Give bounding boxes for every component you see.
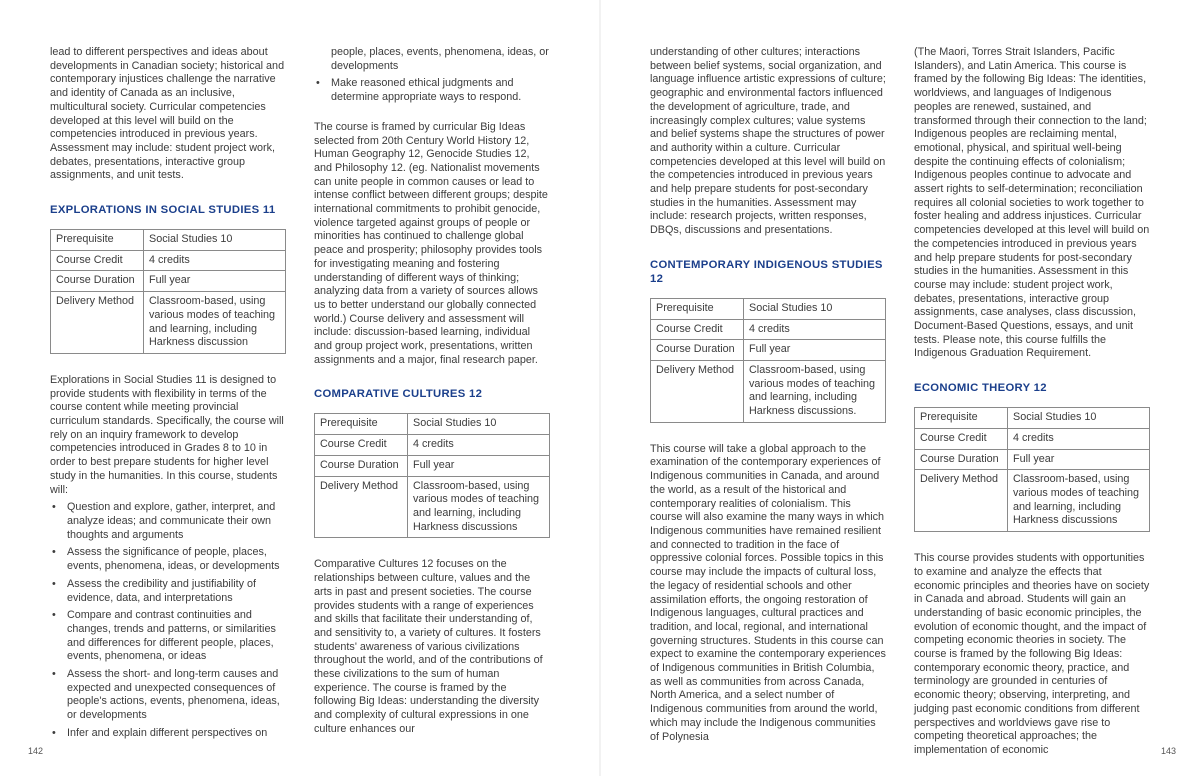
- course-heading-economic-theory: ECONOMIC THEORY 12: [914, 382, 1047, 395]
- row-key: Course Duration: [651, 340, 744, 361]
- table-row: [51, 250, 286, 271]
- row-value: Full year: [408, 455, 550, 476]
- column-3: [650, 46, 886, 744]
- row-value: Classroom-based, using various modes of teaching and learning, including Harkness discussions.: [744, 360, 886, 422]
- course-description: This course provides students with opportunities to examine and analyze the effects that economic principles and theories have on society in Canada and abroad. Students will gain an understanding of basic economic principles, the evolution of economic thought, and the impact of competing economic theories in society. The course is framed by the following Big Ideas: contemporary economic theory, practice, and terminology are grounded in centuries of economic theory; observing, interpreting, and judging past economic conditions from different perspectives and worldviews gave rise to competing theoretical approaches; the implementation of economic: [914, 552, 1150, 756]
- table-row: [51, 230, 286, 251]
- table-row: [315, 476, 550, 538]
- table-row: [651, 360, 886, 422]
- course-heading-indigenous-studies: CONTEMPORARY INDIGENOUS STUDIES 12: [650, 258, 883, 285]
- page-number-left: 142: [28, 746, 44, 756]
- table-row: [51, 292, 286, 354]
- row-value: Social Studies 10: [408, 414, 550, 435]
- row-key: Course Credit: [651, 319, 744, 340]
- row-key: Prerequisite: [651, 298, 744, 319]
- row-value: 4 credits: [1008, 428, 1150, 449]
- table-row: [315, 455, 550, 476]
- table-row: [51, 271, 286, 292]
- column-2: [314, 46, 550, 737]
- list-item: • Assess the short- and long-term causes and expected and unexpected consequences of people's actions, events, phenomena, ideas, or developments: [50, 668, 286, 723]
- bullet-list: [314, 77, 550, 104]
- course-description: Explorations in Social Studies 11 is designed to provide students with flexibility in terms of the course content while meeting provincial curriculum standards. Specifically, the course will rely on an inquiry framework to develop competencies introduced in Grades 8 to 10 in order to best prepare students for higher level study in the humanities. In this course, students will:: [50, 373, 284, 496]
- row-key: Course Duration: [915, 449, 1008, 470]
- column-1: [50, 46, 286, 745]
- table-row: [651, 319, 886, 340]
- page-number-right: 143: [1161, 746, 1177, 756]
- table-row: [915, 470, 1150, 532]
- col1-intro: lead to different perspectives and ideas about developments in Canadian society; historical and contemporary injustices challenge the narrative and identity of Canada as an inclusive, multicultural society. Curricular competencies developed at this level will build on the competencies introduced in previous years. Assessment may include: student project work, debates, presentations, interactive group assignments, and unit tests.: [50, 46, 285, 182]
- row-key: Course Credit: [315, 435, 408, 456]
- row-value: Social Studies 10: [144, 230, 286, 251]
- table-row: [651, 298, 886, 319]
- row-value: Classroom-based, using various modes of teaching and learning, including Harkness discussion: [144, 292, 286, 354]
- row-value: Full year: [744, 340, 886, 361]
- table-row: [915, 428, 1150, 449]
- row-key: Course Credit: [915, 428, 1008, 449]
- course-heading-comparative-cultures: COMPARATIVE CULTURES 12: [314, 388, 483, 401]
- table-row: [915, 449, 1150, 470]
- course-description: Comparative Cultures 12 focuses on the relationships between culture, values and the arts in past and present societies. The course provides students with a range of experiences and skills that facilitate their understanding of, and sensitivity to, a variety of cultures. It fosters students' awareness of various civilizations throughout the world, and of the contributions of these civilizations to the sum of human experience. The course is framed by the following Big Ideas: understanding the diversity and complexity of cultural expressions in one culture enhances our: [314, 558, 543, 735]
- row-key: Delivery Method: [315, 476, 408, 538]
- row-key: Prerequisite: [51, 230, 144, 251]
- list-item: • Assess the credibility and justifiability of evidence, data, and interpretations: [50, 578, 286, 605]
- table-row: [315, 414, 550, 435]
- col3-intro: understanding of other cultures; interactions between belief systems, social organization, and language influence artistic expressions of culture; geographic and environmental factors influenced the development of agriculture, trade, and increasingly complex cultures; value systems and belief systems shape the structures of power and authority within a culture. Curricular competencies developed at this level will build on the competencies introduced in previous years and help prepare students for post-secondary studies in the humanities. Assessment may include: research projects, written responses, DBQs, discussions and presentations.: [650, 46, 886, 237]
- table-row: [315, 435, 550, 456]
- page-gutter: [599, 0, 601, 776]
- bullet-list: [50, 501, 286, 740]
- course-info-table: [314, 413, 550, 538]
- row-value: Classroom-based, using various modes of teaching and learning, including Harkness discussions: [408, 476, 550, 538]
- row-key: Delivery Method: [651, 360, 744, 422]
- row-key: Delivery Method: [915, 470, 1008, 532]
- course-heading-explorations: EXPLORATIONS IN SOCIAL STUDIES 11: [50, 204, 276, 217]
- list-item: • Compare and contrast continuities and changes, trends and patterns, or similarities and differences for different people, places, events, phenomena, or ideas: [50, 609, 286, 664]
- row-key: Prerequisite: [315, 414, 408, 435]
- row-value: 4 credits: [144, 250, 286, 271]
- list-item: • Question and explore, gather, interpret, and analyze ideas; and communicate their own thoughts and arguments: [50, 501, 286, 542]
- row-value: Classroom-based, using various modes of teaching and learning, including Harkness discussions: [1008, 470, 1150, 532]
- row-value: Social Studies 10: [1008, 408, 1150, 429]
- course-info-table: [50, 229, 286, 354]
- row-key: Course Credit: [51, 250, 144, 271]
- list-item: • Assess the significance of people, places, events, phenomena, ideas, or developments: [50, 546, 286, 573]
- col4-intro: (The Maori, Torres Strait Islanders, Pacific Islanders), and Latin America. This course is framed by the following Big Ideas: The identities, worldviews, and languages of Indigenous peoples are renewed, sustained, and transformed through their connection to the land; Indigenous peoples are reclaiming mental, emotional, physical, and spiritual well-being despite the continuing effects of colonialism; Indigenous peoples continue to advocate and assert rights to self-determination; reconciliation requires all colonial societies to work together to foster healing and address injustices. Curricular competencies developed at this level will build on the competencies introduced in previous years and help prepare students for post-secondary studies in the humanities. Assessment in this course may include: student project work, debates, presentations, interactive group assignments, case analyses, class discussion, Document-Based Questions, essays, and unit tests. Please note, this course fulfills the Indigenous Graduation Requirement.: [914, 46, 1150, 360]
- row-key: Prerequisite: [915, 408, 1008, 429]
- list-item: • Infer and explain different perspectives on: [50, 727, 286, 741]
- row-value: 4 credits: [744, 319, 886, 340]
- row-key: Delivery Method: [51, 292, 144, 354]
- course-description: This course will take a global approach to the examination of the contemporary experiences of Indigenous communities in Canada, and around the world, as a result of the historical and contemporary realities of colonialism. This course will also examine the many ways in which Indigenous communities have remained resilient and connected to tradition in the face of oppressive colonial forces. Possible topics in this course may include the impacts of cultural loss, the legacy of residential schools and other assimilation efforts, the ongoing restoration of Indigenous languages, cultural practices and tradition, and local, regional, and international governing structures. Students in this course can expect to examine the contemporary experiences of Indigenous communities in British Columbia, as well as communities from across Canada, North America, and a select number of Indigenous communities from around the world, which may include the Indigenous communities of Polynesia: [650, 442, 886, 743]
- table-row: [915, 408, 1150, 429]
- row-value: Full year: [1008, 449, 1150, 470]
- list-item: • Make reasoned ethical judgments and determine appropriate ways to respond.: [314, 77, 550, 104]
- row-key: Course Duration: [315, 455, 408, 476]
- table-row: [651, 340, 886, 361]
- row-key: Course Duration: [51, 271, 144, 292]
- row-value: Social Studies 10: [744, 298, 886, 319]
- course-info-table: [650, 298, 886, 423]
- course-info-table: [914, 407, 1150, 532]
- row-value: 4 credits: [408, 435, 550, 456]
- row-value: Full year: [144, 271, 286, 292]
- bullet-continuation: people, places, events, phenomena, ideas, or developments: [331, 46, 549, 72]
- column-4: [914, 46, 1150, 758]
- big-ideas-paragraph: The course is framed by curricular Big Ideas selected from 20th Century World History 12, Human Geography 12, Genocide Studies 12, and Philosophy 12. (eg. Nationalist movements can unite people in common causes or lead to intense conflict between different groups; despite international commitments to prohibit genocide, violence targeted against groups of people or minorities has continued to challenge global peace and prosperity; philosophy provides tools for investigating meaning and fostering understanding of different ways of thinking; analyzing data from a variety of sources allows us to better understand our globally connected world.) Course delivery and assessment will include: discussion-based learning, individual and group project work, presentations, written assignments and a major, final research paper.: [314, 120, 548, 366]
